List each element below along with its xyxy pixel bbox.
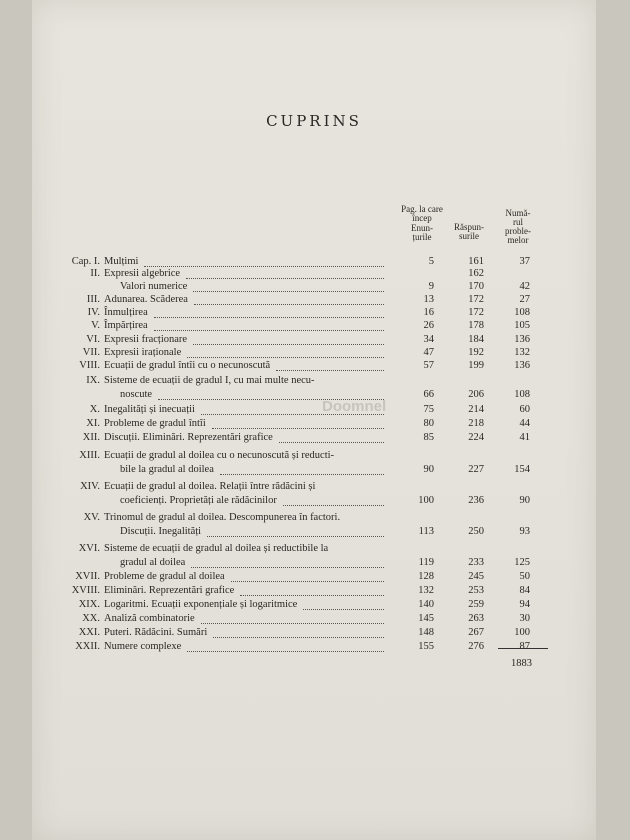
page-raspunsuri: 184 — [468, 334, 484, 345]
chapter-title: Expresii iraționale — [104, 347, 182, 358]
page-enunturi: 85 — [423, 432, 434, 443]
leader-dots — [187, 651, 384, 652]
problem-count: 93 — [519, 526, 530, 537]
page-raspunsuri: 161 — [468, 256, 484, 267]
header-line: melor — [507, 235, 529, 245]
table-row — [32, 294, 596, 307]
chapter-title: bile la gradul al doilea — [120, 464, 214, 475]
chapter-title: Împărțirea — [104, 320, 148, 331]
chapter-title: Sisteme de ecuații de gradul I, cu mai multe necu- — [104, 375, 315, 386]
leader-dots — [212, 428, 384, 429]
leader-dots — [187, 357, 384, 358]
table-row — [32, 281, 596, 294]
page-raspunsuri: 170 — [468, 281, 484, 292]
page-raspunsuri: 192 — [468, 347, 484, 358]
chapter-title: gradul al doilea — [120, 557, 186, 568]
table-row — [32, 613, 596, 626]
chapter-number: VII. — [82, 347, 100, 358]
chapter-number: XV. — [83, 512, 100, 523]
problem-count: 100 — [514, 627, 530, 638]
table-row — [32, 481, 596, 494]
table-row — [32, 334, 596, 347]
chapter-number: Cap. I. — [71, 256, 100, 267]
problem-count: 84 — [519, 585, 530, 596]
chapter-title: Discuții. Eliminări. Reprezentări grafice — [104, 432, 273, 443]
chapter-number: V. — [91, 320, 100, 331]
chapter-title: Ecuații de gradul al doilea. Relații între rădăcini și — [104, 481, 316, 492]
header-line: rul — [513, 217, 523, 227]
table-row — [32, 526, 596, 539]
chapter-title: noscute — [120, 389, 153, 400]
problem-count: 50 — [519, 571, 530, 582]
problem-count: 44 — [519, 418, 530, 429]
page-enunturi: 113 — [418, 526, 434, 537]
page-enunturi: 26 — [423, 320, 434, 331]
chapter-number: X. — [89, 404, 100, 415]
problem-count: 60 — [519, 404, 530, 415]
problem-count: 37 — [519, 256, 530, 267]
header-line: Răspun- — [454, 222, 484, 232]
leader-dots — [154, 330, 384, 331]
chapter-number: XX. — [82, 613, 100, 624]
table-row — [32, 450, 596, 463]
page-raspunsuri: 259 — [468, 599, 484, 610]
leader-dots — [186, 278, 384, 279]
problem-count: 94 — [519, 599, 530, 610]
table-row — [32, 543, 596, 556]
total-problems: 1883 — [511, 658, 532, 669]
chapter-title: Probleme de gradul întîi — [104, 418, 206, 429]
chapter-title: Probleme de gradul al doilea — [104, 571, 225, 582]
header-line: surile — [459, 231, 479, 241]
chapter-number: XIX. — [78, 599, 100, 610]
problem-count: 108 — [514, 389, 530, 400]
page-enunturi: 9 — [428, 281, 434, 292]
page-raspunsuri: 227 — [468, 464, 484, 475]
page-raspunsuri: 253 — [468, 585, 484, 596]
chapter-title: Ecuații de gradul al doilea cu o necunoscută și reducti- — [104, 450, 335, 461]
table-row — [32, 320, 596, 333]
problem-count: 27 — [519, 294, 530, 305]
page-enunturi: 100 — [418, 495, 434, 506]
header-line: proble- — [505, 226, 531, 236]
table-row — [32, 571, 596, 584]
page-title: CUPRINS — [266, 112, 362, 130]
table-row — [32, 627, 596, 640]
table-row — [32, 464, 596, 477]
column-header-numarul — [496, 209, 540, 245]
header-line: încep — [412, 213, 432, 223]
header-line: țurile — [412, 232, 432, 242]
page-enunturi: 75 — [423, 404, 434, 415]
page-enunturi: 140 — [418, 599, 434, 610]
page-raspunsuri: 162 — [468, 268, 484, 279]
table-row — [32, 347, 596, 360]
page-enunturi: 80 — [423, 418, 434, 429]
leader-dots — [231, 581, 384, 582]
page-raspunsuri: 233 — [468, 557, 484, 568]
chapter-title: Logaritmi. Ecuații exponențiale și logaritmice — [104, 599, 298, 610]
chapter-number: VI. — [86, 334, 100, 345]
chapter-number: XVI. — [78, 543, 100, 554]
book-page — [32, 0, 596, 840]
leader-dots — [303, 609, 384, 610]
page-raspunsuri: 263 — [468, 613, 484, 624]
table-row — [32, 375, 596, 388]
leader-dots — [240, 595, 384, 596]
leader-dots — [279, 442, 384, 443]
chapter-title: Adunarea. Scăderea — [104, 294, 188, 305]
page-raspunsuri: 224 — [468, 432, 484, 443]
problem-count: 90 — [519, 495, 530, 506]
leader-dots — [220, 474, 384, 475]
page-raspunsuri: 276 — [468, 641, 484, 652]
chapter-title: Analiză combinatorie — [104, 613, 195, 624]
problem-count: 87 — [519, 641, 530, 652]
page-raspunsuri: 250 — [468, 526, 484, 537]
table-row — [32, 495, 596, 508]
leader-dots — [201, 623, 384, 624]
chapter-number: II. — [90, 268, 100, 279]
problem-count: 42 — [519, 281, 530, 292]
column-header-raspunsurile — [444, 223, 494, 241]
page-enunturi: 47 — [423, 347, 434, 358]
page-enunturi: 90 — [423, 464, 434, 475]
table-row — [32, 307, 596, 320]
chapter-number: IX. — [86, 375, 100, 386]
page-raspunsuri: 199 — [468, 360, 484, 371]
page-enunturi: 119 — [418, 557, 434, 568]
page-enunturi: 16 — [423, 307, 434, 318]
page-enunturi: 5 — [428, 256, 434, 267]
problem-count: 154 — [514, 464, 530, 475]
column-header-enunturile — [392, 205, 452, 242]
page-raspunsuri: 172 — [468, 294, 484, 305]
chapter-title: Expresii fracționare — [104, 334, 188, 345]
page-enunturi: 148 — [418, 627, 434, 638]
page-raspunsuri: 206 — [468, 389, 484, 400]
table-row — [32, 512, 596, 525]
page-raspunsuri: 214 — [468, 404, 484, 415]
chapter-title: Sisteme de ecuații de gradul al doilea și reductibile la — [104, 543, 329, 554]
page-raspunsuri: 172 — [468, 307, 484, 318]
chapter-number: XI. — [86, 418, 100, 429]
table-row — [32, 404, 596, 417]
problem-count: 132 — [514, 347, 530, 358]
chapter-title: Mulțimi — [104, 256, 139, 267]
chapter-title: coeficienți. Proprietăți ale rădăcinilor — [120, 495, 277, 506]
chapter-title: Numere complexe — [104, 641, 182, 652]
chapter-number: XXII. — [75, 641, 100, 652]
page-raspunsuri: 178 — [468, 320, 484, 331]
leader-dots — [193, 344, 384, 345]
page-enunturi: 132 — [418, 585, 434, 596]
chapter-number: XIV. — [80, 481, 100, 492]
page-enunturi: 34 — [423, 334, 434, 345]
header-line: Numă- — [505, 208, 531, 218]
header-line: Pag. la care — [401, 204, 443, 214]
table-row — [32, 432, 596, 445]
leader-dots — [283, 505, 384, 506]
sum-rule — [498, 648, 548, 649]
chapter-number: XII. — [82, 432, 100, 443]
table-row — [32, 599, 596, 612]
header-line: Enun- — [411, 223, 433, 233]
chapter-title: Inegalități și inecuații — [104, 404, 195, 415]
chapter-number: IV. — [87, 307, 100, 318]
leader-dots — [154, 317, 384, 318]
chapter-title: Eliminări. Reprezentări grafice — [104, 585, 235, 596]
page-enunturi: 145 — [418, 613, 434, 624]
chapter-number: III. — [86, 294, 100, 305]
chapter-title: Discuții. Inegalități — [120, 526, 202, 537]
chapter-number: XVII. — [75, 571, 100, 582]
table-row — [32, 268, 596, 281]
leader-dots — [191, 567, 384, 568]
page-enunturi: 155 — [418, 641, 434, 652]
leader-dots — [276, 370, 384, 371]
page-raspunsuri: 267 — [468, 627, 484, 638]
page-enunturi: 128 — [418, 571, 434, 582]
chapter-title: Trinomul de gradul al doilea. Descompunerea în factori. — [104, 512, 341, 523]
chapter-title: Înmulțirea — [104, 307, 148, 318]
leader-dots — [144, 266, 384, 267]
problem-count: 136 — [514, 334, 530, 345]
page-enunturi: 57 — [423, 360, 434, 371]
problem-count: 105 — [514, 320, 530, 331]
page-raspunsuri: 236 — [468, 495, 484, 506]
chapter-number: VIII. — [79, 360, 100, 371]
problem-count: 108 — [514, 307, 530, 318]
chapter-title: Ecuații de gradul întîi cu o necunoscută — [104, 360, 271, 371]
problem-count: 125 — [514, 557, 530, 568]
page-enunturi: 13 — [423, 294, 434, 305]
problem-count: 136 — [514, 360, 530, 371]
chapter-title: Valori numerice — [120, 281, 188, 292]
table-row — [32, 389, 596, 402]
page-raspunsuri: 218 — [468, 418, 484, 429]
table-row — [32, 418, 596, 431]
chapter-number: XVIII. — [71, 585, 100, 596]
watermark-logo: Doomnel — [322, 398, 387, 415]
chapter-number: XIII. — [79, 450, 100, 461]
table-row — [32, 557, 596, 570]
leader-dots — [213, 637, 384, 638]
table-row — [32, 585, 596, 598]
leader-dots — [193, 291, 384, 292]
page-raspunsuri: 245 — [468, 571, 484, 582]
chapter-title: Expresii algebrice — [104, 268, 181, 279]
chapter-title: Puteri. Rădăcini. Sumări — [104, 627, 208, 638]
leader-dots — [207, 536, 384, 537]
page-enunturi: 66 — [423, 389, 434, 400]
table-row — [32, 360, 596, 373]
problem-count: 30 — [519, 613, 530, 624]
leader-dots — [194, 304, 384, 305]
problem-count: 41 — [519, 432, 530, 443]
chapter-number: XXI. — [78, 627, 100, 638]
